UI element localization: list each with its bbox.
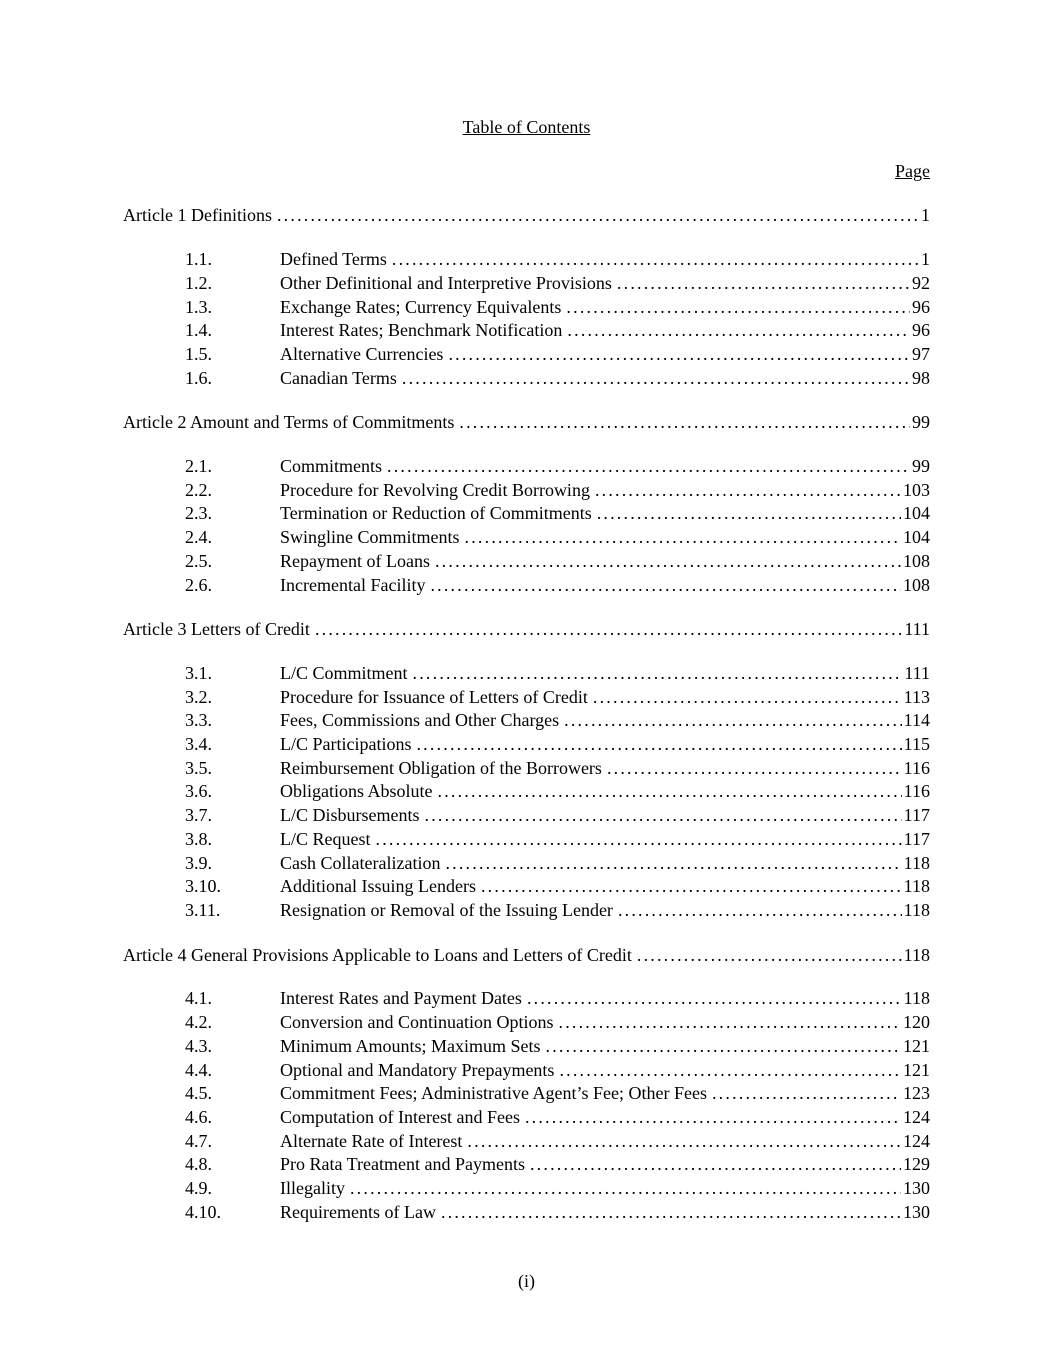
page-number: 104 <box>903 527 930 548</box>
section-title: Other Definitional and Interpretive Provisions <box>280 272 612 293</box>
section-title: L/C Participations <box>280 734 412 755</box>
section-row <box>123 733 930 757</box>
section-number: 4.6. <box>185 1106 212 1127</box>
section-number: 1.6. <box>185 367 212 388</box>
page-number: 117 <box>903 828 930 849</box>
section-row <box>123 367 930 391</box>
page-footer: (i) <box>518 1271 535 1292</box>
section-row <box>123 296 930 320</box>
section-title: Exchange Rates; Currency Equivalents <box>280 296 562 317</box>
dot-leader <box>459 411 910 435</box>
section-title: Canadian Terms <box>280 367 397 388</box>
dot-leader <box>525 1106 901 1130</box>
page-number: 99 <box>912 412 930 433</box>
section-title: Procedure for Issuance of Letters of Credit <box>280 686 588 707</box>
page-number: 118 <box>903 988 930 1009</box>
dot-leader <box>530 1153 901 1177</box>
section-row <box>123 875 930 899</box>
section-number: 4.3. <box>185 1035 212 1056</box>
dot-leader <box>564 709 902 733</box>
section-title: Commitments <box>280 456 383 477</box>
section-number: 3.1. <box>185 662 212 683</box>
page-number: 96 <box>912 296 930 317</box>
dot-leader <box>607 757 902 781</box>
dot-leader <box>465 526 901 550</box>
section-row <box>123 272 930 296</box>
toc-article <box>123 204 930 390</box>
dot-leader <box>445 852 901 876</box>
section-row <box>123 757 930 781</box>
page-number: 117 <box>903 805 930 826</box>
section-title: L/C Request <box>280 828 371 849</box>
section-row <box>123 1082 930 1106</box>
dot-leader <box>413 662 903 686</box>
section-row <box>123 709 930 733</box>
page-number: 92 <box>912 272 930 293</box>
page-column-label: Page <box>895 160 930 181</box>
dot-leader <box>567 319 910 343</box>
section-row <box>123 550 930 574</box>
section-row <box>123 574 930 598</box>
page-number: 118 <box>903 852 930 873</box>
page-number: 111 <box>904 662 930 683</box>
dot-leader <box>448 343 910 367</box>
section-number: 1.1. <box>185 249 212 270</box>
section-number: 3.4. <box>185 734 212 755</box>
section-title: L/C Disbursements <box>280 805 420 826</box>
dot-leader <box>435 550 901 574</box>
section-row <box>123 319 930 343</box>
page-number: 118 <box>903 899 930 920</box>
section-title: Requirements of Law <box>280 1201 436 1222</box>
dot-leader <box>438 780 902 804</box>
section-number: 4.8. <box>185 1154 212 1175</box>
section-number: 3.6. <box>185 781 212 802</box>
article-row <box>123 944 930 968</box>
section-number: 3.2. <box>185 686 212 707</box>
section-number: 1.2. <box>185 272 212 293</box>
page-number: 129 <box>903 1154 930 1175</box>
dot-leader <box>527 987 902 1011</box>
section-title: L/C Commitment <box>280 662 408 683</box>
section-number: 1.3. <box>185 296 212 317</box>
dot-leader <box>425 804 902 828</box>
page-number: 118 <box>903 876 930 897</box>
article-title: Article 1 Definitions <box>123 205 272 226</box>
section-number: 4.9. <box>185 1178 212 1199</box>
section-number: 3.11. <box>185 899 221 920</box>
page-number: 108 <box>903 550 930 571</box>
section-number: 3.5. <box>185 757 212 778</box>
section-title: Commitment Fees; Administrative Agent’s Fee; Other Fees <box>280 1083 707 1104</box>
page-number: 1 <box>921 249 930 270</box>
section-title: Fees, Commissions and Other Charges <box>280 710 560 731</box>
dot-leader <box>376 828 902 852</box>
toc <box>123 204 930 1224</box>
section-title: Incremental Facility <box>280 574 426 595</box>
toc-article <box>123 411 930 597</box>
article-row <box>123 618 930 642</box>
dot-leader <box>559 1011 902 1035</box>
section-title: Pro Rata Treatment and Payments <box>280 1154 525 1175</box>
section-row <box>123 1035 930 1059</box>
dot-leader <box>402 367 910 391</box>
section-row <box>123 1106 930 1130</box>
section-row <box>123 343 930 367</box>
section-title: Additional Issuing Lenders <box>280 876 476 897</box>
section-row <box>123 662 930 686</box>
page-number: 121 <box>903 1059 930 1080</box>
section-number: 3.8. <box>185 828 212 849</box>
section-number: 2.3. <box>185 503 212 524</box>
dot-leader <box>637 944 902 968</box>
section-title: Cash Collateralization <box>280 852 441 873</box>
dot-leader <box>617 272 910 296</box>
page-number: 114 <box>903 710 930 731</box>
section-title: Alternative Currencies <box>280 343 444 364</box>
section-title: Minimum Amounts; Maximum Sets <box>280 1035 541 1056</box>
section-title: Interest Rates and Payment Dates <box>280 988 522 1009</box>
dot-leader <box>467 1130 901 1154</box>
section-title: Optional and Mandatory Prepayments <box>280 1059 555 1080</box>
page-number: 116 <box>903 757 930 778</box>
section-row <box>123 1153 930 1177</box>
section-row <box>123 804 930 828</box>
section-row <box>123 1130 930 1154</box>
page-number: 130 <box>903 1178 930 1199</box>
page-number: 98 <box>912 367 930 388</box>
dot-leader <box>387 455 910 479</box>
section-row <box>123 1177 930 1201</box>
dot-leader <box>441 1201 901 1225</box>
page-number: 123 <box>903 1083 930 1104</box>
section-row <box>123 455 930 479</box>
section-row <box>123 899 930 923</box>
section-title: Alternate Rate of Interest <box>280 1130 463 1151</box>
section-title: Resignation or Removal of the Issuing Lender <box>280 899 613 920</box>
section-number: 4.1. <box>185 988 212 1009</box>
section-row <box>123 852 930 876</box>
section-number: 1.4. <box>185 320 212 341</box>
dot-leader <box>430 574 901 598</box>
dot-leader <box>350 1177 901 1201</box>
section-number: 4.10. <box>185 1201 221 1222</box>
section-number: 4.5. <box>185 1083 212 1104</box>
section-row <box>123 828 930 852</box>
article-title: Article 2 Amount and Terms of Commitments <box>123 412 455 433</box>
page-number: 115 <box>903 734 930 755</box>
page-number: 99 <box>912 456 930 477</box>
dot-leader <box>559 1059 901 1083</box>
section-number: 4.7. <box>185 1130 212 1151</box>
section-title: Repayment of Loans <box>280 550 430 571</box>
page-number: 108 <box>903 574 930 595</box>
section-row <box>123 526 930 550</box>
page-number: 116 <box>903 781 930 802</box>
section-row <box>123 780 930 804</box>
section-title: Procedure for Revolving Credit Borrowing <box>280 479 590 500</box>
section-row <box>123 1011 930 1035</box>
toc-article <box>123 944 930 1225</box>
section-number: 2.1. <box>185 456 212 477</box>
section-number: 4.2. <box>185 1012 212 1033</box>
dot-leader <box>481 875 902 899</box>
page-number: 121 <box>903 1035 930 1056</box>
dot-leader <box>392 248 919 272</box>
section-number: 1.5. <box>185 343 212 364</box>
dot-leader <box>595 479 901 503</box>
section-title: Obligations Absolute <box>280 781 433 802</box>
section-row <box>123 479 930 503</box>
section-number: 2.4. <box>185 527 212 548</box>
section-number: 3.10. <box>185 876 221 897</box>
section-number: 4.4. <box>185 1059 212 1080</box>
section-title: Conversion and Continuation Options <box>280 1012 554 1033</box>
page-number: 113 <box>903 686 930 707</box>
section-row <box>123 1059 930 1083</box>
section-title: Reimbursement Obligation of the Borrowers <box>280 757 602 778</box>
page-number: 104 <box>903 503 930 524</box>
section-title: Illegality <box>280 1178 345 1199</box>
section-number: 3.9. <box>185 852 212 873</box>
page-number: 124 <box>903 1106 930 1127</box>
section-title: Termination or Reduction of Commitments <box>280 503 592 524</box>
section-row <box>123 987 930 1011</box>
section-row <box>123 248 930 272</box>
section-title: Swingline Commitments <box>280 527 460 548</box>
dot-leader <box>566 296 910 320</box>
page-number: 111 <box>904 619 930 640</box>
section-row <box>123 502 930 526</box>
section-row <box>123 1201 930 1225</box>
dot-leader <box>416 733 901 757</box>
dot-leader <box>315 618 902 642</box>
page-number: 103 <box>903 479 930 500</box>
section-title: Defined Terms <box>280 249 387 270</box>
toc-article <box>123 618 930 922</box>
page-number: 118 <box>903 944 930 965</box>
section-number: 2.2. <box>185 479 212 500</box>
dot-leader <box>597 502 901 526</box>
page-number: 97 <box>912 343 930 364</box>
article-title: Article 4 General Provisions Applicable to Loans and Letters of Credit <box>123 944 632 965</box>
dot-leader <box>712 1082 901 1106</box>
section-number: 3.7. <box>185 805 212 826</box>
section-row <box>123 686 930 710</box>
section-title: Computation of Interest and Fees <box>280 1106 520 1127</box>
section-title: Interest Rates; Benchmark Notification <box>280 320 563 341</box>
page-number: 96 <box>912 320 930 341</box>
page-number: 1 <box>921 205 930 226</box>
dot-leader <box>618 899 902 923</box>
page-number: 120 <box>903 1012 930 1033</box>
page-title: Table of Contents <box>462 117 591 137</box>
section-number: 2.6. <box>185 574 212 595</box>
section-number: 2.5. <box>185 550 212 571</box>
article-title: Article 3 Letters of Credit <box>123 619 310 640</box>
dot-leader <box>546 1035 901 1059</box>
section-number: 3.3. <box>185 710 212 731</box>
page-number: 130 <box>903 1201 930 1222</box>
dot-leader <box>593 686 902 710</box>
article-row <box>123 411 930 435</box>
page-number: 124 <box>903 1130 930 1151</box>
dot-leader <box>277 204 919 228</box>
article-row <box>123 204 930 228</box>
